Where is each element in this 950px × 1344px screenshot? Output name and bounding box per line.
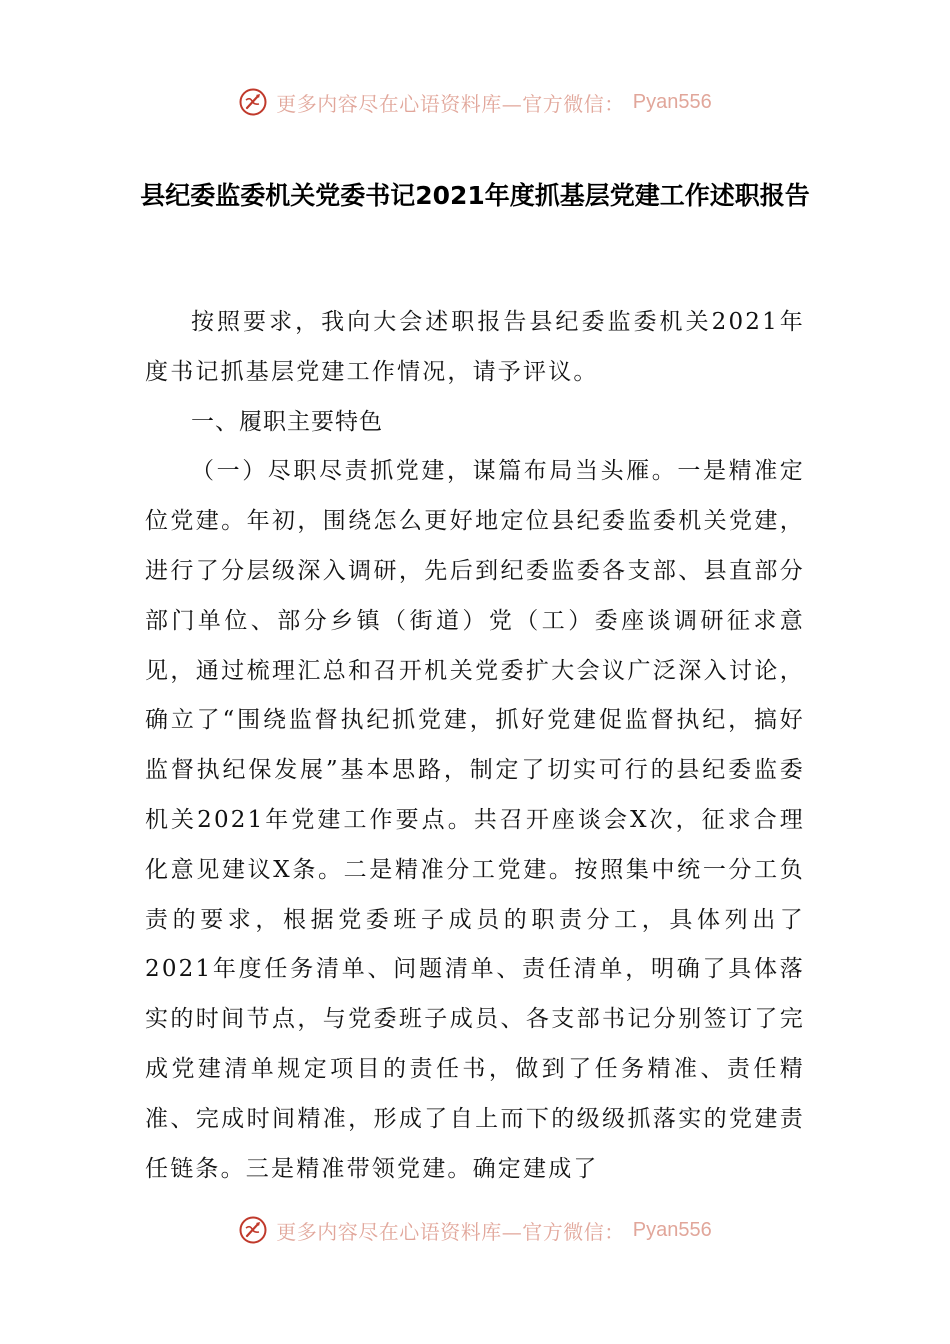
watermark-wechat-id: Pyan556 bbox=[632, 1218, 712, 1241]
watermark-text: 更多内容尽在心语资料库—官方微信： bbox=[276, 91, 625, 116]
intro-paragraph: 按照要求，我向大会述职报告县纪委监委机关2021年度书记抓基层党建工作情况，请予评议。 bbox=[145, 309, 805, 385]
section-heading: 一、履职主要特色 bbox=[191, 408, 383, 435]
document-title: 县纪委监委机关党委书记2021年度抓基层党建工作述职报告 bbox=[140, 181, 810, 210]
body-paragraph: （一）尽职尽责抓党建，谋篇布局当头雁。一是精准定位党建。年初，围绕怎么更好地定位县纪委监委机关党建，进行了分层级深入调研，先后到纪委监委各支部、县直部分部门单位、部分乡镇（街道）党（工）委座谈调研征求意见，通过梳理汇总和召开机关党委扩大会议广泛深入讨论，确立了“围绕监督执纪抓党建，抓好党建促监督执纪，搞好监督执纪保发展”基本思路，制定了切实可行的县纪委监委机关2021年党建工作要点。共召开座谈会X次，征求合理化意见建议X条。二是精准分工党建。按照集中统一分工负责的要求，根据党委班子成员的职责分工，具体列出了2021年度任务清单、问题清单、责任清单，明确了具体落实的时间节点，与党委班子成员、各支部书记分别签订了完成党建清单规定项目的责任书，做到了任务精准、责任精准、完成时间精准，形成了自上而下的级级抓落实的党建责任链条。三是精准带领党建。确定建成了 bbox=[145, 458, 805, 1182]
footer-watermark bbox=[0, 1210, 950, 1250]
header-watermark bbox=[0, 82, 950, 122]
watermark-wechat-id: Pyan556 bbox=[632, 90, 712, 113]
watermark-text: 更多内容尽在心语资料库—官方微信： bbox=[276, 1219, 625, 1244]
document-body bbox=[145, 298, 805, 1194]
watermark-logo-icon bbox=[238, 87, 268, 117]
watermark-logo-icon bbox=[238, 1215, 268, 1245]
